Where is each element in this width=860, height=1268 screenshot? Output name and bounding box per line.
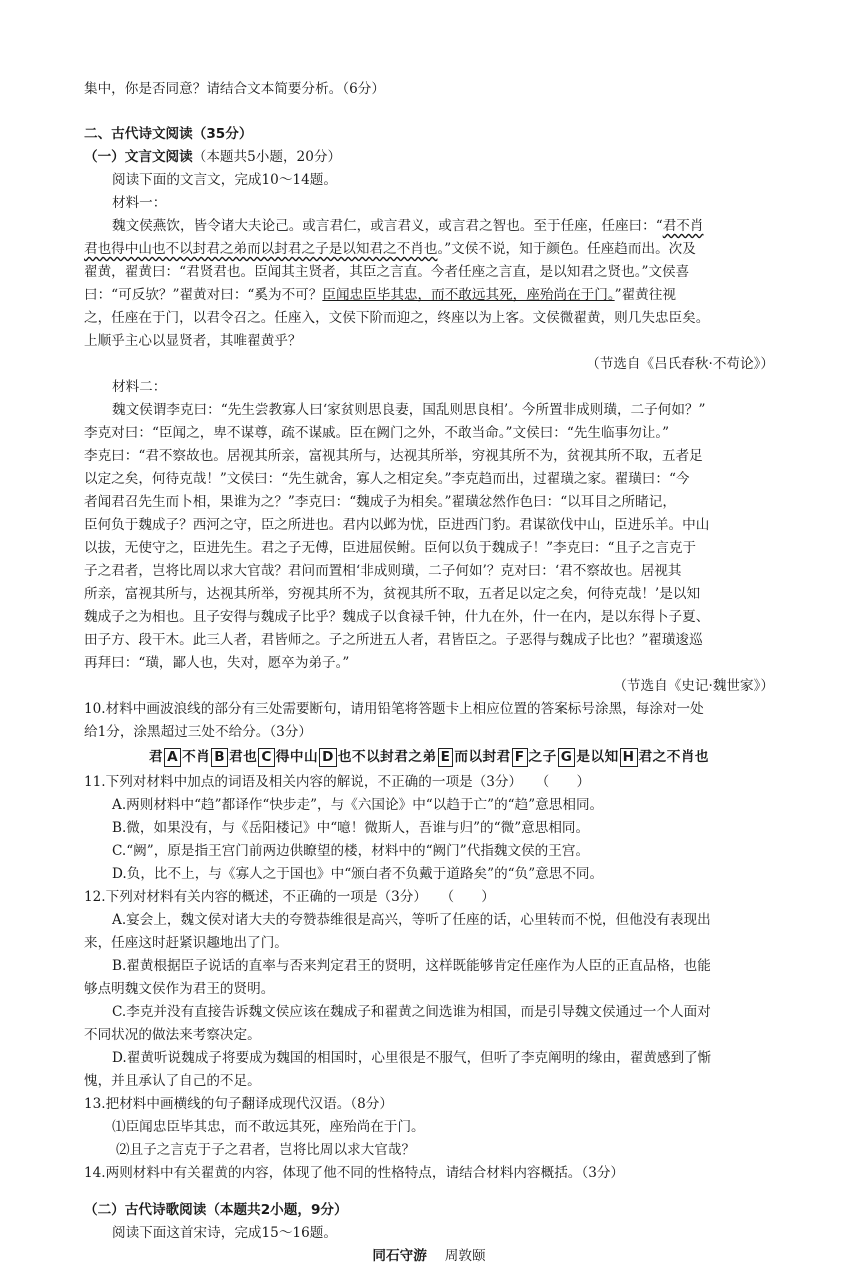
material1-text: 魏文侯燕饮，皆令诸大夫论己。或言君仁，或言君义，或言君之智也。至于任座，任座曰：“君不肖 君也得中山也不以封君之弟而以封君之子是以知君之不肖也。”文侯不说，知于颜色。任座趋而出。次及 翟黄，翟黄曰：“君贤君也。臣闻其主贤者，其臣之言直。今者任座之言直，是以知君之贤也。”文侯喜 曰：“可反欤？”翟黄对曰：“奚为不可？臣闻忠臣毕其忠，而不敢远其死，座殆尚在于门。”翟黄往视 之，任座在于门，以君令召之。任座入，文侯下阶而迎之，终座以为上客。文侯微翟黄，则几失忠臣矣。 上顺乎主心以显贤者，其唯翟黄乎？ （节选自《吕氏春秋·不苟论》）	[84, 215, 774, 376]
segment-text: 得中山	[275, 749, 319, 765]
material2-line: 所亲，富视其所与，达视其所举，穷视其所不为，贫视其所不取，五者足以定之矣，何待克哉！’是以知	[84, 586, 701, 602]
material2-line: 李克对曰：“臣闻之，卑不谋尊，疏不谋戚。臣在阙门之外，不敢当命。”文侯曰：“先生临事勿让。”	[84, 425, 670, 441]
translate-sentence-1: ⑴臣闻忠臣毕其忠，而不敢远其死，座殆尚在于门。	[112, 1119, 425, 1135]
segment-text: 而以封君	[454, 749, 511, 765]
segment-text: 是以知	[576, 749, 619, 765]
poem-author: 周敦颐	[444, 1248, 486, 1264]
break-option-a[interactable]: A	[164, 748, 181, 767]
part2-intro: 阅读下面这首宋诗，完成15～16题。	[112, 1225, 337, 1241]
segment-text: 君也	[229, 749, 258, 765]
material2-label: 材料二：	[112, 379, 167, 395]
wavy-segment: 君不肖	[662, 218, 704, 234]
part1-note: （本题共5小题，20分）	[192, 149, 342, 165]
material2-source: （节选自《史记·魏世家》）	[613, 678, 774, 694]
break-option-b[interactable]: B	[211, 748, 228, 767]
previous-question-tail: 集中，你是否同意？请结合文本简要分析。（6分）	[84, 81, 385, 97]
part1-intro: 阅读下面的文言文，完成10～14题。	[112, 172, 337, 188]
section-title: 二、古代诗文阅读（35分）	[84, 126, 253, 142]
material2-line: 者闻君召先生而卜相，果谁为之？”李克曰：“魏成子为相矣。”翟璜忿然作色曰：“以耳目之所睹记，	[84, 494, 676, 510]
option-C[interactable]: C.“阙”，原是指王宫门前两边供瞭望的楼，材料中的“阙门”代指魏文侯的王宫。	[112, 843, 590, 859]
material2-line: 臣何负于魏成子？西河之守，臣之所进也。君内以邺为忧，臣进西门豹。君谋欲伐中山，臣进乐羊。中山	[84, 517, 710, 533]
question-10: 10.材料中画波浪线的部分有三处需要断句，请用铅笔将答题卡上相应位置的答案标号涂黑，每涂对一处 给1分，涂黑超过三处不给分。（3分） 君 A 不肖 B 君也 C 得中山 D 也不以封君之弟 E 而以封君 F 之子 G 是以知 H 君之不肖也	[84, 698, 774, 769]
material2-line: 以拔，无使守之，臣进先生。君之子无傅，臣进屈侯鲋。臣何以负于魏成子！”李克曰：“且子之言克于	[84, 540, 697, 556]
material1-source: （节选自《吕氏春秋·不苟论》）	[586, 356, 774, 372]
material2-line: 魏文侯谓李克曰：“先生尝教寡人曰‘家贫则思良妻，国乱则思良相’。今所置非成则璜，二子何如？”	[112, 402, 706, 418]
sentence-break-options	[84, 746, 774, 769]
material2-line: 李克曰：“君不察故也。居视其所亲，富视其所与，达视其所举，穷视其所不为，贫视其所不取，五者足	[84, 448, 703, 464]
segment-text: 之子	[528, 749, 557, 765]
segment-text: 不肖	[182, 749, 211, 765]
option-C[interactable]: C.李克并没有直接告诉魏文侯应该在魏成子和翟黄之间选谁为相国，而是引导魏文侯通过一个人面对 不同状况的做法来考察决定。	[84, 1004, 711, 1043]
material2-line: 再拜曰：“璜，鄙人也，失对，愿卒为弟子。”	[84, 655, 350, 671]
break-option-d[interactable]: D	[319, 748, 337, 767]
part2-title: （二）古代诗歌阅读（本题共2小题，9分）	[84, 1202, 348, 1218]
segment-text: 也不以封君之弟	[337, 749, 437, 765]
wavy-segment: 君也得中山也不以封君之弟而以封君之子是以知君之不肖也	[84, 241, 438, 257]
exam-page	[84, 78, 774, 1268]
poem-title: 同石守游 周敦颐	[372, 1248, 486, 1264]
question-14: 14.两则材料中有关翟黄的内容，体现了他不同的性格特点，请结合材料内容概括。（3分）	[84, 1165, 625, 1181]
question-11: 11.下列对材料中加点的词语及相关内容的解说，不正确的一项是（3分） （ ） A.两则材料中“趋”都译作“快步走”，与《六国论》中“以趋于亡”的“趋”意思相同。 B.微，如果没有，与《岳阳楼记》中“噫！微斯人，吾谁与归”的“微”意思相同。 C.“阙”，原是指王宫门前两边供瞭望的楼，材料中的“阙门”代指魏文侯的王宫。 D.负，比不上，与《寡人之于国也》中“颁白者不负戴于道路矣”的“负”意思不同。	[84, 771, 774, 886]
question-13: 13.把材料中画横线的句子翻译成现代汉语。（8分） ⑴臣闻忠臣毕其忠，而不敢远其死，座殆尚在于门。 ⑵且子之言克于子之君者，岂将比周以求大官哉？	[84, 1093, 774, 1162]
material2-line: 子之君者，岂将比周以求大官哉？君问而置相‘非成则璜，二子何如’？克对曰：‘君不察故也。居视其	[84, 563, 682, 579]
material2-line: 田子方、段干木。此三人者，君皆师之。子之所进五人者，君皆臣之。子恶得与魏成子比也？”翟璜逡巡	[84, 632, 703, 648]
translate-sentence-2: ⑵且子之言克于子之君者，岂将比周以求大官哉？	[116, 1142, 416, 1158]
segment-text: 君	[148, 749, 164, 765]
material1-label: 材料一：	[112, 195, 167, 211]
option-B[interactable]: B.翟黄根据臣子说话的直率与否来判定君王的贤明，这样既能够肯定任座作为人臣的正直品格，也能 够点明魏文侯作为君王的贤明。	[84, 958, 711, 997]
option-A[interactable]: A.两则材料中“趋”都译作“快步走”，与《六国论》中“以趋于亡”的“趋”意思相同。	[112, 797, 604, 813]
material2-line: 以定之矣，何待克哉！”文侯曰：“先生就舍，寡人之相定矣。”李克趋而出，过翟璜之家。翟璜曰：“今	[84, 471, 690, 487]
option-D[interactable]: D.负，比不上，与《寡人之于国也》中“颁白者不负戴于道路矣”的“负”意思不同。	[112, 866, 604, 882]
part1-heading	[84, 146, 774, 169]
material2-text	[84, 399, 774, 675]
break-option-h[interactable]: H	[620, 748, 638, 767]
option-A[interactable]: A.宴会上，魏文侯对诸大夫的夸赞恭维很是高兴，等听了任座的话，心里转而不悦，但他没有表现出 来，任座这时赶紧识趣地出了门。	[84, 912, 711, 951]
option-D[interactable]: D.翟黄听说魏成子将要成为魏国的相国时，心里很是不服气，但听了李克阐明的缘由，翟黄感到了惭 愧，并且承认了自己的不足。	[84, 1050, 712, 1089]
part1-title: （一）文言文阅读	[84, 149, 193, 165]
question-12: 12.下列对材料有关内容的概述，不正确的一项是（3分） （ ） A.宴会上，魏文侯对诸大夫的夸赞恭维很是高兴，等听了任座的话，心里转而不悦，但他没有表现出 来，任座这时赶紧识趣地出了门。 B.翟黄根据臣子说话的直率与否来判定君王的贤明，这样既能够肯定任座作为人臣的正直品格，也能 够点明魏文侯作为君王的贤明。 C.李克并没有直接告诉魏文侯应该在魏成子和翟黄之间选谁为相国，而是引导魏文侯通过一个人面对 不同状况的做法来考察决定。 D.翟黄听说魏成子将要成为魏国的相国时，心里很是不服气，但听了李克阐明的缘由，翟黄感到了惭 愧，并且承认了自己的不足。	[84, 886, 774, 1093]
break-option-c[interactable]: C	[258, 748, 274, 767]
break-option-e[interactable]: E	[438, 748, 454, 767]
underlined-sentence-1: 臣闻忠臣毕其忠，而不敢远其死，座殆尚在于门。	[322, 287, 615, 303]
break-option-g[interactable]: G	[558, 748, 576, 767]
material2-line: 魏成子之为相也。且子安得与魏成子比乎？魏成子以食禄千钟，什九在外，什一在内，是以东得卜子夏、	[84, 609, 710, 625]
break-option-f[interactable]: F	[512, 748, 528, 767]
option-B[interactable]: B.微，如果没有，与《岳阳楼记》中“噫！微斯人，吾谁与归”的“微”意思相同。	[112, 820, 590, 836]
segment-text: 君之不肖也	[638, 749, 710, 765]
